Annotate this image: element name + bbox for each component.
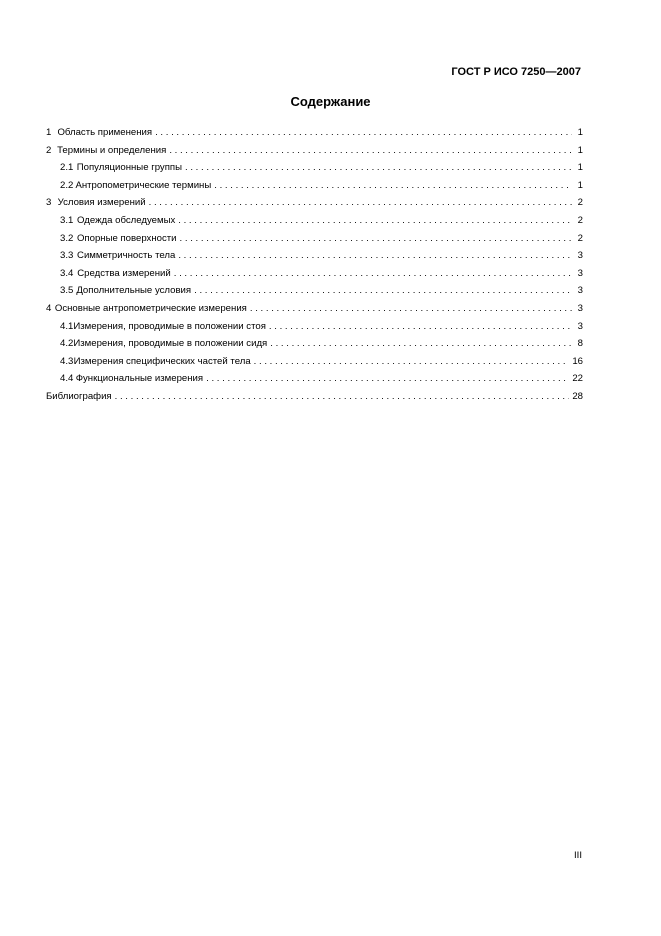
toc-entry-page: 3 [577, 250, 583, 262]
toc-dot-leader [178, 247, 572, 265]
toc-entry-number: 2.1 [60, 162, 74, 174]
toc-entry-page: 1 [577, 127, 583, 138]
toc-entry-title: Одежда обследуемых [77, 214, 176, 226]
page-number: III [574, 850, 582, 861]
toc-entry[interactable] [46, 212, 583, 230]
toc-entry-title: Антропометрические термины [75, 179, 212, 191]
toc-entry-number: 4.1 [60, 320, 74, 332]
toc-entry-number: 4.3 [60, 355, 74, 367]
toc-entry-title: Основные антропометрические измерения [54, 302, 247, 314]
toc-entry-number: 4.4 [60, 373, 74, 385]
toc-dot-leader [269, 318, 572, 336]
toc-dot-leader [174, 265, 572, 283]
toc-entry[interactable] [46, 370, 583, 388]
toc-entry-title: Измерения, проводимые в положении стоя [73, 320, 266, 332]
toc-entry[interactable] [46, 265, 583, 283]
toc-entry-page: 28 [572, 390, 583, 402]
toc-list [46, 124, 583, 406]
toc-entry-title: Условия измерений [57, 197, 146, 209]
toc-entry-number: 3.5 [60, 285, 74, 297]
toc-entry-page: 3 [577, 285, 583, 297]
toc-entry-page: 8 [577, 338, 583, 350]
toc-entry[interactable] [46, 388, 583, 406]
toc-entry-title: Измерения, проводимые в положении сидя [73, 338, 268, 350]
toc-entry[interactable] [46, 142, 583, 160]
toc-entry-title: Симметричность тела [77, 250, 176, 262]
toc-dot-leader [206, 370, 569, 388]
toc-entry-page: 3 [577, 267, 583, 279]
toc-entry-title: Популяционные группы [76, 162, 183, 174]
toc-dot-leader [180, 230, 572, 248]
toc-entry[interactable] [46, 194, 583, 212]
toc-entry[interactable] [46, 353, 583, 371]
toc-dot-leader [250, 300, 572, 318]
toc-entry-number: 4 [46, 302, 52, 314]
toc-dot-leader [214, 177, 572, 195]
toc-entry[interactable] [46, 247, 583, 265]
toc-dot-leader [155, 124, 572, 142]
toc-entry-page: 3 [577, 302, 583, 314]
toc-entry-number: 4.2 [60, 338, 74, 350]
toc-entry-number: 2 [46, 144, 52, 156]
toc-dot-leader [169, 142, 572, 160]
toc-entry-number: 3.2 [60, 232, 74, 244]
toc-entry-title: Функциональные измерения [75, 373, 204, 385]
toc-title: Содержание [290, 94, 371, 109]
toc-entry-page: 1 [577, 179, 583, 191]
toc-dot-leader [194, 282, 572, 300]
toc-entry-number: 1 [46, 127, 52, 138]
toc-entry-page: 1 [577, 162, 583, 174]
toc-entry-title: Опорные поверхности [76, 232, 177, 244]
toc-dot-leader [254, 353, 570, 371]
toc-entry-title: Средства измерений [77, 267, 171, 279]
toc-entry-title: Область применения [57, 127, 153, 138]
toc-entry-number: 3.3 [60, 250, 74, 262]
toc-entry-page: 16 [572, 355, 583, 367]
toc-entry-page: 2 [577, 214, 583, 226]
toc-entry-title: Дополнительные условия [76, 285, 192, 297]
toc-entry-page: 2 [577, 197, 583, 209]
toc-entry[interactable] [46, 159, 583, 177]
toc-entry-title: Измерения специфических частей тела [73, 355, 251, 367]
toc-dot-leader [178, 212, 572, 230]
toc-entry[interactable] [46, 230, 583, 248]
toc-entry-number: 2.2 [60, 179, 74, 191]
toc-dot-leader [115, 388, 570, 406]
toc-entry-page: 22 [572, 373, 583, 385]
toc-dot-leader [185, 159, 572, 177]
toc-entry[interactable] [46, 282, 583, 300]
toc-entry-title: Библиография [46, 390, 112, 402]
toc-entry-number: 3.4 [60, 267, 74, 279]
toc-entry[interactable] [46, 318, 583, 336]
toc-dot-leader [270, 335, 572, 353]
toc-entry[interactable] [46, 300, 583, 318]
toc-entry-title: Термины и определения [57, 144, 167, 156]
toc-entry[interactable] [46, 177, 583, 195]
standard-id: ГОСТ Р ИСО 7250—2007 [451, 66, 581, 78]
toc-entry-page: 2 [577, 232, 583, 244]
toc-entry-page: 1 [577, 144, 583, 156]
toc-entry[interactable] [46, 335, 583, 353]
toc-entry[interactable] [46, 124, 583, 142]
toc-entry-number: 3 [46, 197, 52, 209]
toc-entry-number: 3.1 [60, 214, 74, 226]
toc-entry-page: 3 [577, 320, 583, 332]
toc-dot-leader [149, 194, 572, 212]
